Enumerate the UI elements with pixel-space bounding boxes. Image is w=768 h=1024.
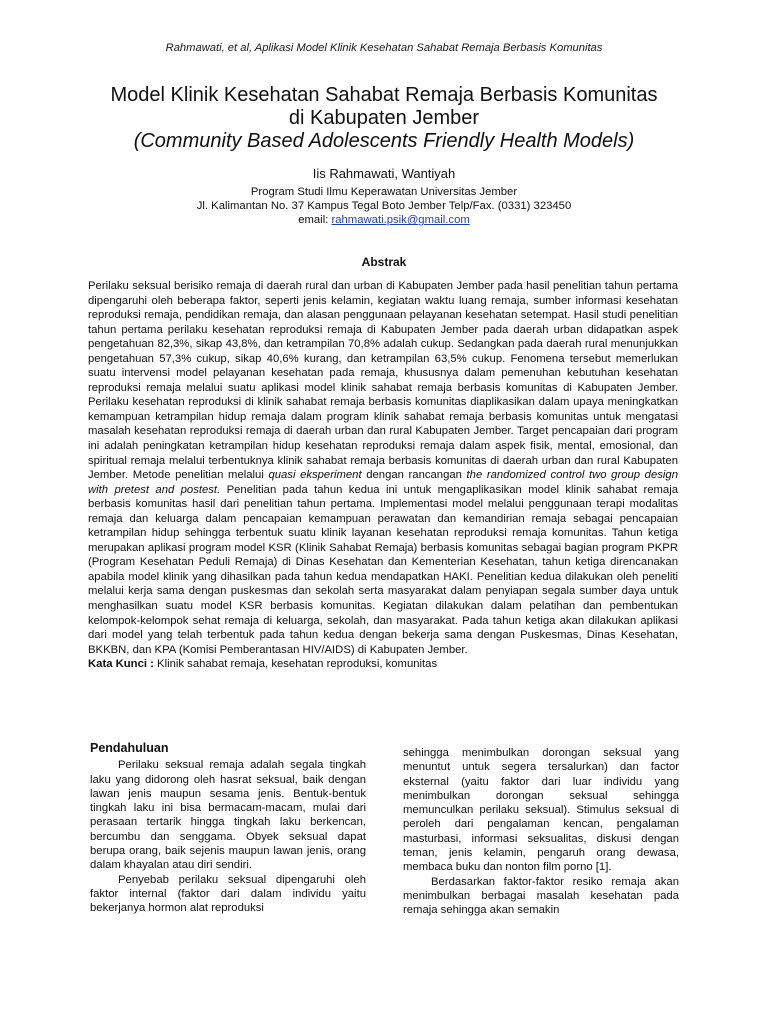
intro-left-paragraph-1: Perilaku seksual remaja adalah segala tingkah laku yang didorong oleh hasrat seksual, baik dengan lawan jenis maupun sesama jenis. Bentuk-bentuk tingkah laku ini bisa bermacam-macam, mulai dari perasaan tertarik hingga tingkah laku berkencan, bercumbu dan senggama. Obyek seksual dapat berupa orang, baik sejenis maupun lawan jenis, orang dalam khayalan atau diri sendiri. — [90, 759, 366, 872]
abstract-body — [88, 279, 678, 672]
abstract-italic-2: the randomized control two group design with pretest and postest. — [88, 469, 678, 496]
intro-right-paragraph-2: Berdasarkan faktor-faktor resiko remaja akan menimbulkan berbagai masalah kesehatan pada remaja sehingga akan semakin — [403, 875, 679, 917]
email-label: email: — [298, 214, 329, 227]
affiliation-address: Jl. Kalimantan No. 37 Kampus Tegal Boto Jember Telp/Fax. (0331) 323450 — [196, 200, 572, 213]
paper-title-english: (Community Based Adolescents Friendly Health Models) — [133, 130, 635, 152]
abstract-italic-1: quasi eksperiment — [268, 469, 362, 482]
affiliation — [0, 185, 768, 228]
keywords-label: Kata Kunci : — [88, 658, 154, 671]
intro-left-paragraph-2: Penyebab perilaku seksual dipengaruhi oleh faktor internal (faktor dari dalam individu yaitu bekerjanya hormon alat reproduksi — [90, 873, 366, 915]
affiliation-email-line — [0, 213, 768, 227]
intro-column-left — [90, 741, 366, 916]
authors: Iis Rahmawati, Wantiyah — [312, 166, 456, 181]
intro-right-paragraph-1: sehingga menimbulkan dorongan seksual yang menuntut untuk segera tersalurkan) dan factor eksternal (yaitu faktor dari luar individu yang menimbulkan dorongan seksual sehingga memunculkan perilaku seksual). Stimulus seksual di peroleh dari pengalaman kencan, pengalaman masturbasi, informasi seksualitas, diskusi dengan teman, jenis kelamin, pengaruh orang dewasa, membaca buku dan nonton film porno [1]. — [403, 747, 679, 874]
introduction-heading: Pendahuluan — [90, 741, 169, 755]
keywords-line — [88, 657, 678, 672]
abstract-heading: Abstrak — [361, 255, 407, 269]
intro-column-right — [403, 746, 679, 918]
abstract-text — [88, 279, 678, 657]
affiliation-program: Program Studi Ilmu Keperawatan Universitas Jember — [250, 186, 518, 198]
title-block — [60, 84, 708, 153]
paper-title-line-1: Model Klinik Kesehatan Sahabat Remaja Berbasis Komunitas — [110, 84, 658, 106]
abstract-part-2: dengan rancangan — [366, 469, 462, 482]
email-link[interactable]: rahmawati.psik@gmail.com — [331, 214, 470, 227]
abstract-part-1: Perilaku seksual berisiko remaja di daerah rural dan urban di Kabupaten Jember pada hasil penelitian tahun pertama dipengaruhi oleh beberapa faktor, seperti jenis kelamin, kegiatan waktu luang remaja, sumber informasi kesehatan reproduksi remaja, pendidikan remaja, dan alasan penggunaan pelayanan kesehatan setempat. Hasil studi penelitian tahun pertama perilaku kesehatan reproduksi remaja di Kabupaten Jember pada daerah urban didapatkan aspek pengetahuan 82,3%, sikap 43,8%, dan ketrampilan 70,8% adalah cukup. Sedangkan pada daerah rural menunjukkan pengetahuan 57,3% cukup, sikap 40,6% kurang, dan ketrampilan 63,5% cukup. Fenomena tersebut memerlukan suatu intervensi model pelayanan kesehatan pada remaja, khususnya dalam pemenuhan kebutuhan kesehatan reproduksi remaja melalui suatu aplikasi model klinik sahabat remaja berbasis komunitas di Kabupaten Jember. Perilaku kesehatan reproduksi di klinik sahabat remaja berbasis komunitas diaplikasikan dalam upaya meningkatkan kemampuan ketrampilan hidup remaja dalam program klinik sahabat remaja berbasis komunitas untuk mengatasi masalah kesehatan reproduksi remaja di daerah urban dan rural Kabupaten Jember. Target pencapaian dari program ini adalah peningkatan ketrampilan hidup kesehatan reproduksi remaja dalam aspek fisik, mental, emosional, dan spiritual remaja melalui terbentuknya klinik sahabat remaja berbasis komunitas di daerah urban dan rural Kabupaten Jember. Metode penelitian melalui — [88, 280, 678, 482]
paper-title-line-2: di Kabupaten Jember — [288, 107, 480, 129]
abstract-part-3: Penelitian pada tahun kedua ini untuk mengaplikasikan model klinik sahabat remaja berbasis komunitas hasil dari penelitian tahun pertama. Implementasi model melalui penggunaan terapi modalitas remaja dan keluarga dalam pencapaian kemampuan perawatan dan kemandirian remaja sebagai pencapaian ketrampilan hidup sehingga terbentuk suatu klinik layanan kesehatan reproduksi remaja komunitas. Tahun ketiga merupakan aplikasi program model KSR (Klinik Sahabat Remaja) berbasis komunitas sebagai bagian program PKPR (Program Kesehatan Peduli Remaja) di Dinas Kesehatan dan Kementerian Kesehatan, tahun ketiga direncanakan apabila model klinik yang dihasilkan pada tahun kedua mendapatkan HAKI. Penelitian kedua dilakukan oleh peneliti melalui kerja sama dengan puskesmas dan sekolah serta masyarakat dalam penyiapan segala sumber daya untuk menghasilkan suatu model KSR berbasis komunitas. Kegiatan dilakukan dalam pelatihan dan pembentukan kelompok-kelompok sehat remaja di keluarga, sekolah, dan masyarakat. Pada tahun ketiga akan dilakukan aplikasi dari model yang telah terbentuk pada tahun kedua dengan bekerja sama dengan Puskesmas, Dinas Kesehatan, BKKBN, dan KPA (Komisi Pemberantasan HIV/AIDS) di Kabupaten Jember. — [88, 483, 678, 656]
keywords-text: Klinik sahabat remaja, kesehatan reproduksi, komunitas — [157, 658, 438, 671]
running-head: Rahmawati, et al, Aplikasi Model Klinik Kesehatan Sahabat Remaja Berbasis Komunitas — [165, 42, 603, 54]
